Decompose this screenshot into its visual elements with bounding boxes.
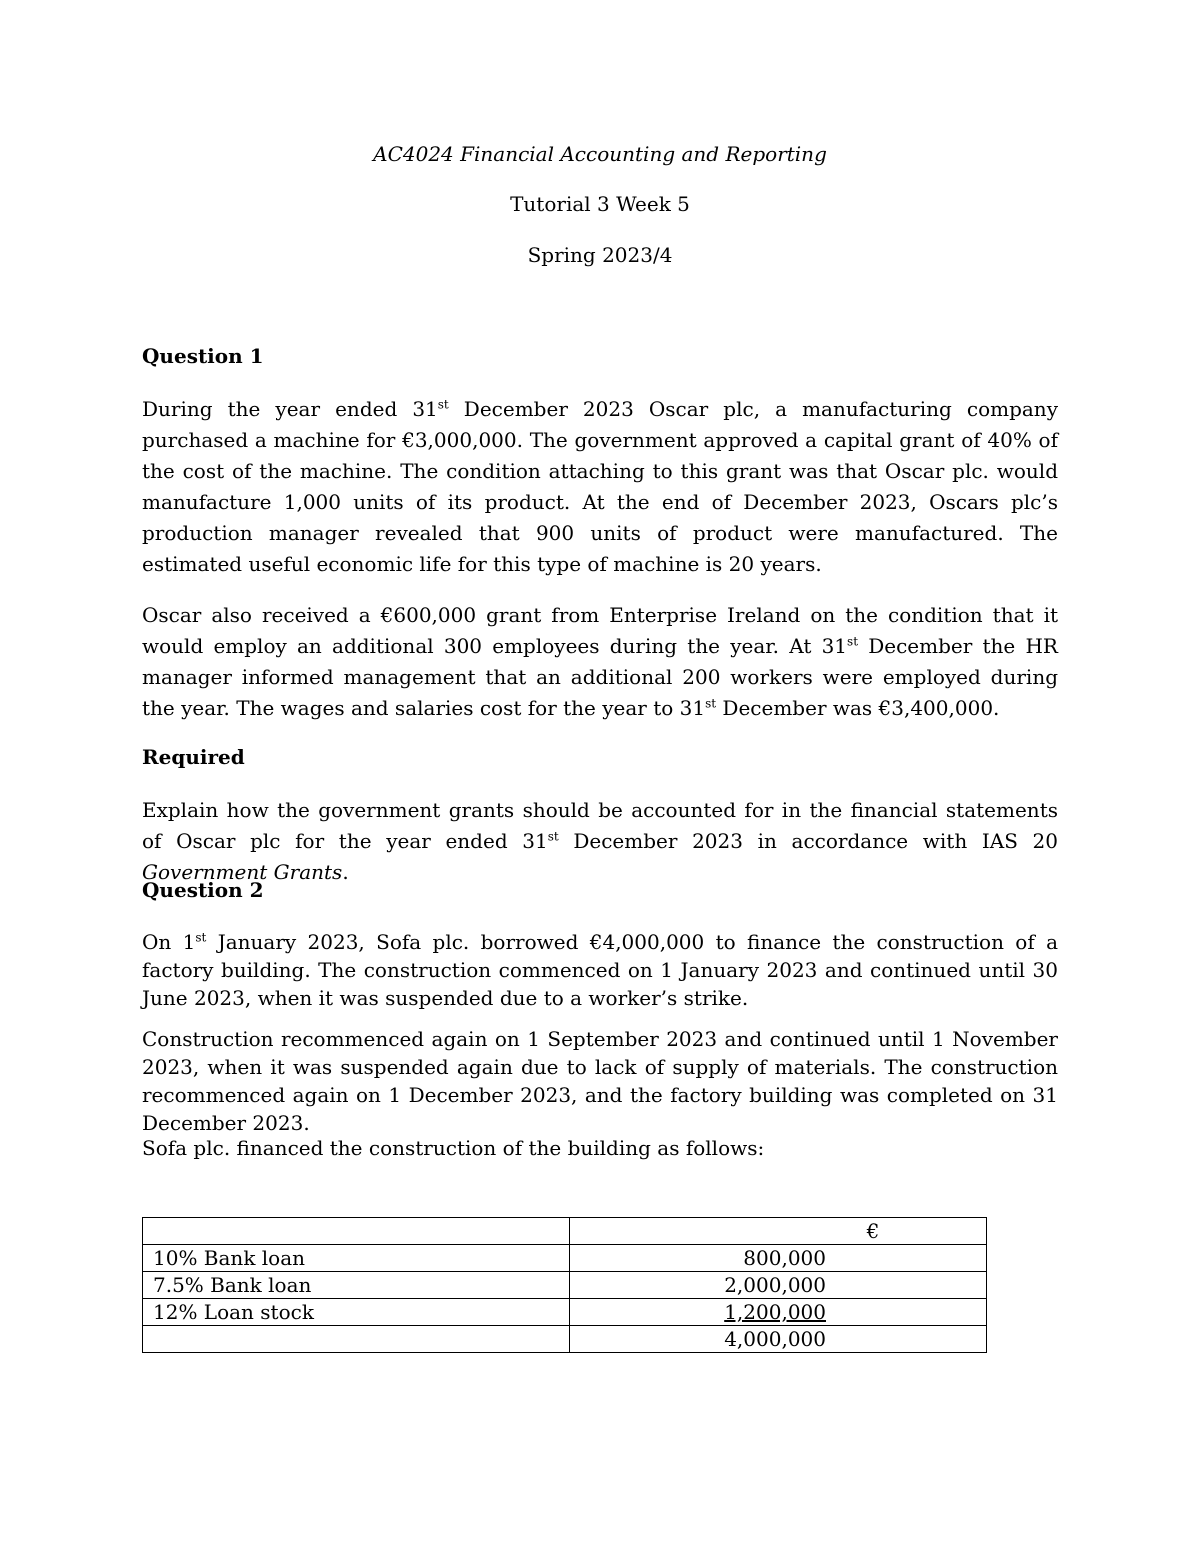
table-cell-value: 2,000,000	[570, 1272, 987, 1299]
document-term: Spring 2023/4	[527, 243, 673, 267]
table-row	[143, 1272, 987, 1299]
table-cell-label: 7.5% Bank loan	[143, 1272, 570, 1299]
required-paragraph: Explain how the government grants should be accounted for in the financial statements of Oscar plc for the year ended 31st December 2023 in accordance with IAS 20 Government Grants.	[142, 798, 1058, 884]
table-cell-label: 12% Loan stock	[143, 1299, 570, 1326]
required-heading: Required	[142, 745, 245, 769]
question-2-paragraph-3: Sofa plc. financed the construction of the building as follows:	[142, 1136, 765, 1160]
currency-header: €	[570, 1218, 987, 1245]
table-row	[143, 1299, 987, 1326]
question-1-paragraph-2: Oscar also received a €600,000 grant from Enterprise Ireland on the condition that it would employ an additional 300 employees during the year. At 31st December the HR manager informed management that an additional 200 workers were employed during the year. The wages and salaries cost for the year to 31st December was €3,400,000.	[142, 603, 1058, 720]
question-2-heading: Question 2	[142, 878, 264, 902]
table-cell	[143, 1218, 570, 1245]
financing-table	[142, 1217, 987, 1353]
table-total-value: 4,000,000	[570, 1326, 987, 1353]
table-row	[143, 1245, 987, 1272]
table-total-row	[143, 1326, 987, 1353]
table-cell-value: 1,200,000	[570, 1299, 987, 1326]
table-cell-label: 10% Bank loan	[143, 1245, 570, 1272]
document-title: AC4024 Financial Accounting and Reporting	[373, 142, 827, 166]
document-subtitle: Tutorial 3 Week 5	[510, 192, 690, 216]
question-1-heading: Question 1	[142, 344, 264, 368]
question-1-paragraph-1: During the year ended 31st December 2023 Oscar plc, a manufacturing company purchased a machine for €3,000,000. The government approved a capital grant of 40% of the cost of the machine. The condition attaching to this grant was that Oscar plc. would manufacture 1,000 units of its product. At the end of December 2023, Oscars plc’s production manager revealed that 900 units of product were manufactured. The estimated useful economic life for this type of machine is 20 years.	[142, 397, 1058, 576]
question-2-paragraph-1: On 1st January 2023, Sofa plc. borrowed €4,000,000 to finance the construction of a factory building. The construction commenced on 1 January 2023 and continued until 30 June 2023, when it was suspended due to a worker’s strike.	[142, 930, 1059, 1010]
table-header-row	[143, 1218, 987, 1245]
table-cell	[143, 1326, 570, 1353]
table-cell-value: 800,000	[570, 1245, 987, 1272]
question-2-paragraph-2: Construction recommenced again on 1 September 2023 and continued until 1 November 2023, when it was suspended again due to lack of supply of materials. The construction recommenced again on 1 December 2023, and the factory building was completed on 31 December 2023.	[142, 1027, 1058, 1135]
